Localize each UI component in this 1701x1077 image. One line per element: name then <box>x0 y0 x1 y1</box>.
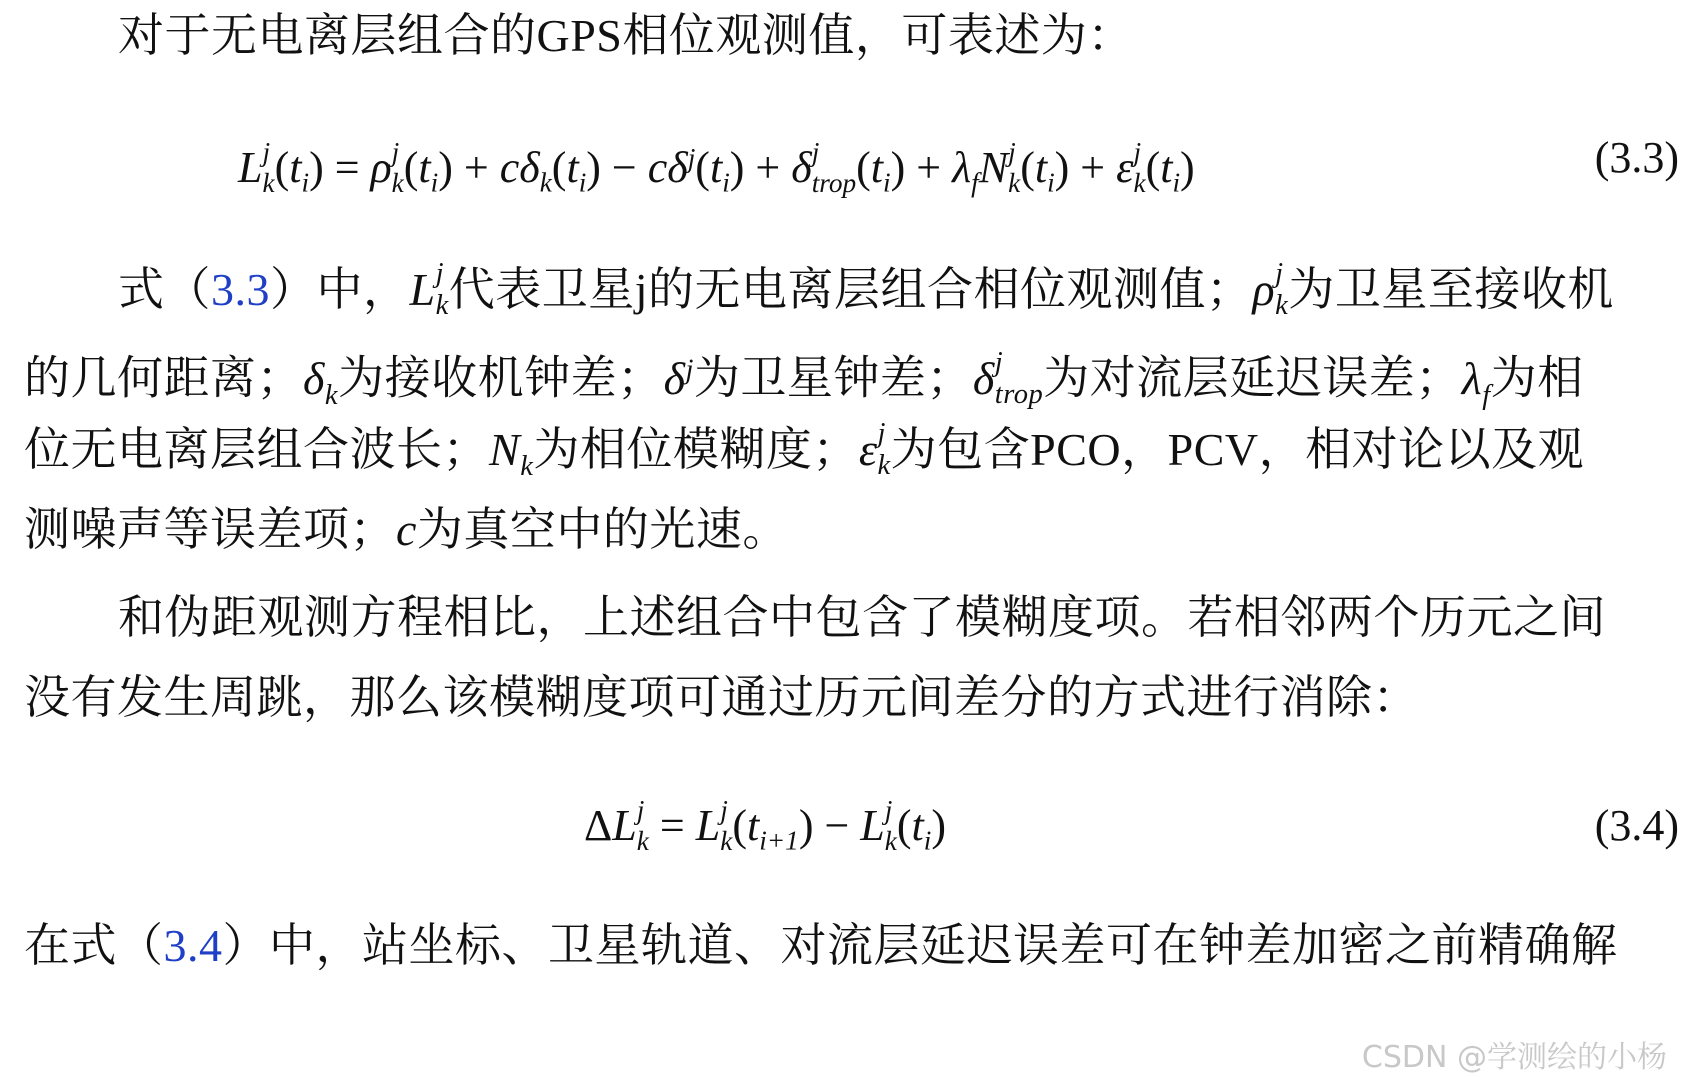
text-segment: 为接收机钟差； <box>338 352 664 404</box>
symbol-L: L j k <box>409 257 449 322</box>
equation-3-3: L j k $(t_i) = \rho$ j k $(t_i) + c\delta_k(t_i) - c\delta^j(t_i) + \delta$ j trop $(t_i) + \lambda_fN$ j k $(t_i) + \varepsilon$ j k $(t_i)$ <box>238 136 1195 198</box>
paragraph-3-line-2 <box>24 670 1684 726</box>
text-segment: 为相 <box>1490 352 1584 404</box>
paragraph-3-line-1 <box>118 590 1701 646</box>
text-segment: 为真空中的光速。 <box>416 504 789 555</box>
text-segment: 为卫星至接收机 <box>1288 264 1614 315</box>
paragraph-2-line-1 <box>118 257 1701 325</box>
text-segment: 位无电离层组合波长； <box>24 424 489 475</box>
text-segment: 代表卫星j的无电离层组合相位观测值； <box>448 264 1253 315</box>
equation-number-3-4: (3.4) <box>1594 801 1679 850</box>
symbol-delta-j: $\delta^j$ <box>663 352 694 404</box>
text-segment: 为对流层延迟误差； <box>1043 352 1462 404</box>
paragraph-2-line-4 <box>24 502 1684 558</box>
symbol-lambda: $\lambda_f$ <box>1461 352 1491 411</box>
text-segment: 式（ <box>118 264 211 315</box>
text-segment: 为相位模糊度； <box>533 424 859 475</box>
text-segment: 和伪距观测方程相比，上述组合中包含了模糊度项。若相邻两个历元之间 <box>118 592 1606 643</box>
text-segment: 为包含PCO，PCV，相对论以及观 <box>890 424 1585 475</box>
symbol-N: $N_k$ <box>489 424 534 482</box>
text-segment: ）中， <box>270 264 410 315</box>
symbol-epsilon: ε j k <box>858 417 891 482</box>
symbol-rho: ρ j k <box>1252 257 1289 322</box>
watermark: CSDN @学测绘的小杨 <box>1361 1040 1667 1075</box>
symbol-delta-k: $\delta_k$ <box>303 352 339 411</box>
intro-text: 对于无电离层组合的GPS相位观测值，可表述为： <box>118 10 1134 61</box>
text-segment: 为卫星钟差； <box>693 352 973 404</box>
symbol-delta-trop: δ j trop <box>972 346 1044 411</box>
text-segment: 在式（ <box>24 920 164 971</box>
text-segment: 测噪声等误差项； <box>24 504 396 555</box>
paragraph-2-line-3 <box>24 417 1684 495</box>
equation-3-4: ΔL j k = L j k $(t_{i+1}) - L$ j k $(t_i)$ <box>584 794 946 856</box>
symbol-c: c <box>396 504 417 555</box>
text-segment: ）中，站坐标、卫星轨道、对流层延迟误差可在钟差加密之前精确解 <box>222 920 1618 971</box>
equation-ref-3-4[interactable]: 3.4 <box>163 920 223 971</box>
equation-ref-3-3[interactable]: 3.3 <box>211 264 270 315</box>
paragraph-4-line-1 <box>24 918 1684 974</box>
text-segment: 的几何距离； <box>24 352 303 404</box>
paragraph-intro <box>118 8 1701 64</box>
paragraph-2-line-2 <box>24 342 1684 424</box>
text-segment: 没有发生周跳，那么该模糊度项可通过历元间差分的方式进行消除： <box>24 672 1419 723</box>
equation-number-3-3: (3.3) <box>1594 133 1679 182</box>
